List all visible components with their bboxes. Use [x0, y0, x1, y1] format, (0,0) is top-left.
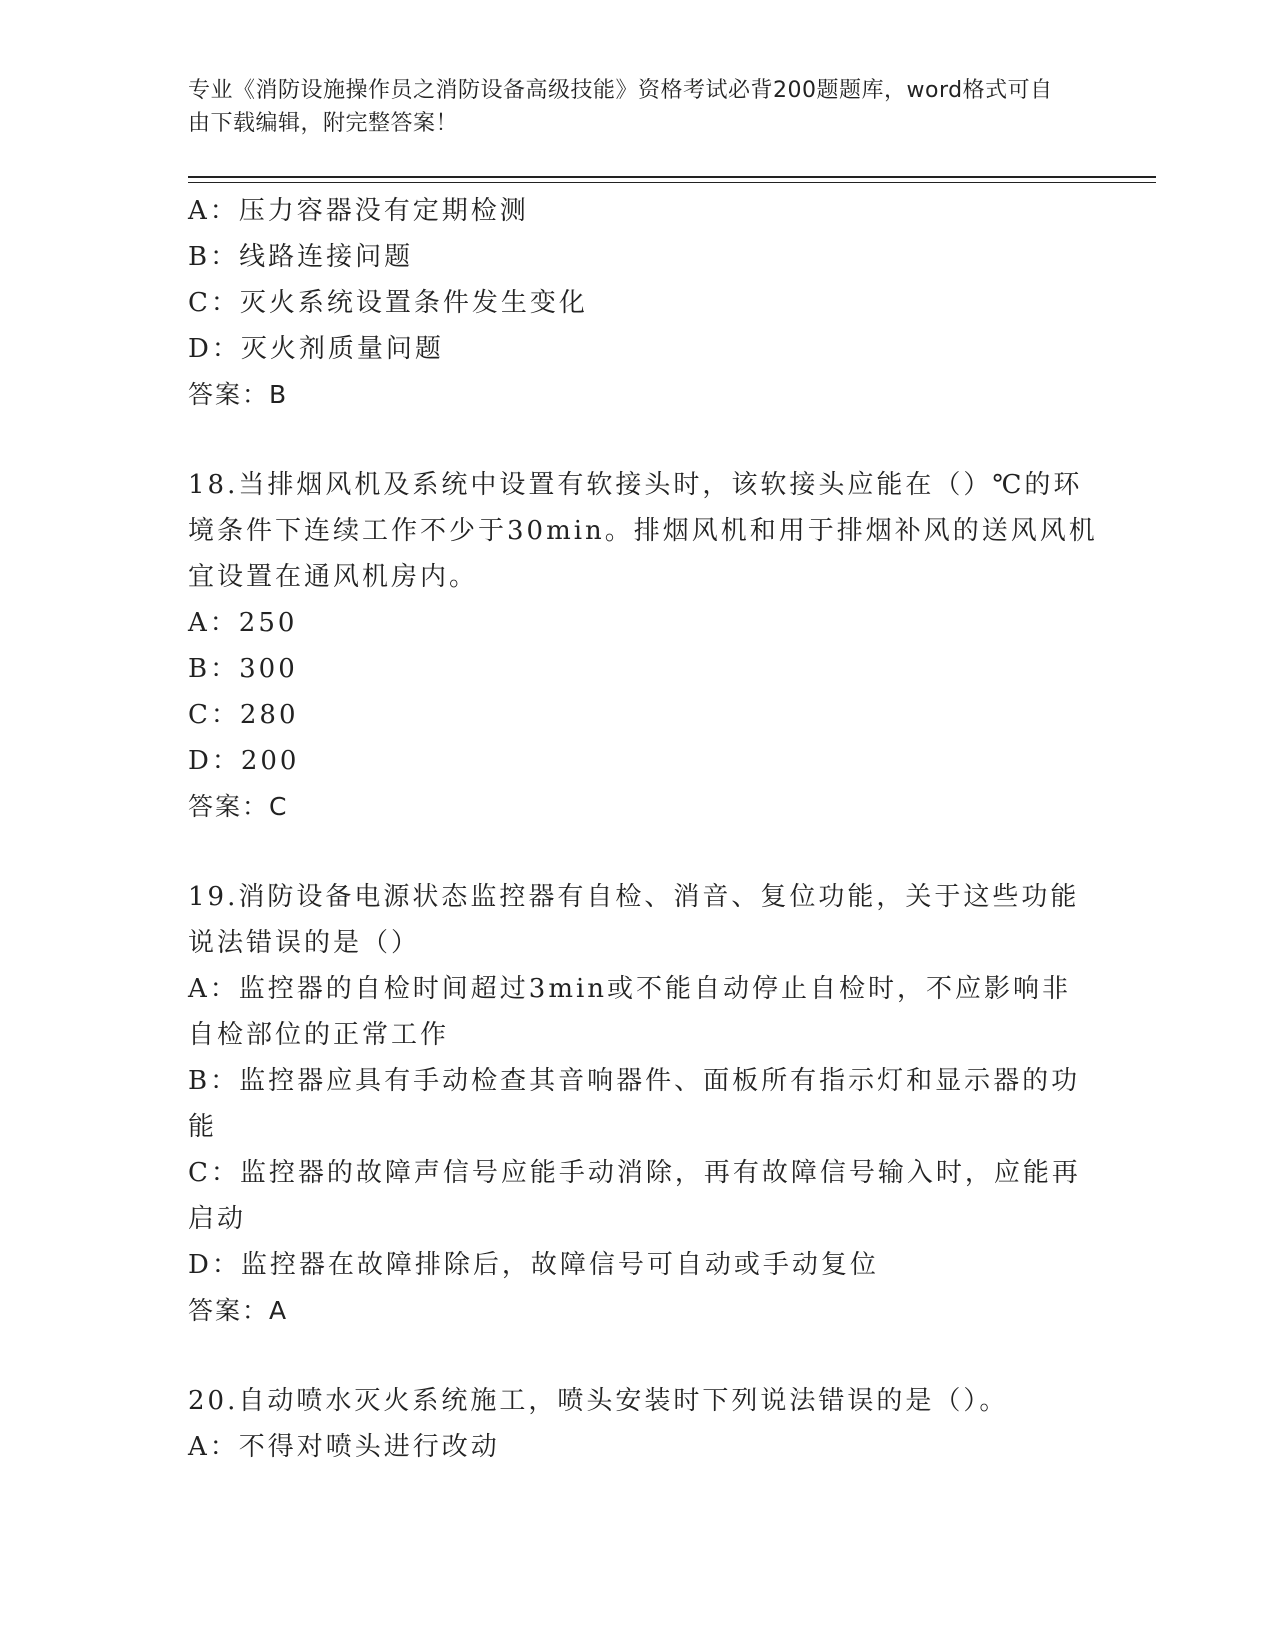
option-d: D：灭火剂质量问题 — [188, 334, 444, 364]
header-divider-thin — [188, 182, 1156, 183]
option-b: B：线路连接问题 — [188, 242, 414, 272]
option-c: C：监控器的故障声信号应能手动消除，再有故障信号输入时，应能再 — [188, 1158, 1081, 1188]
question-18 — [188, 462, 1098, 784]
option-c: C：280 — [188, 700, 299, 730]
option-a-continued: 自检部位的正常工作 — [188, 1020, 450, 1050]
option-a: A：250 — [188, 608, 298, 638]
option-b: B：监控器应具有手动检查其音响器件、面板所有指示灯和显示器的功 — [188, 1066, 1081, 1096]
option-a: A：监控器的自检时间超过3min或不能自动停止自检时，不应影响非 — [188, 974, 1072, 1004]
answer-17: 答案：B — [188, 380, 289, 409]
header-divider-thick — [188, 176, 1156, 178]
question-19 — [188, 874, 1081, 1288]
question-20 — [188, 1378, 1078, 1470]
answer-19: 答案：A — [188, 1296, 289, 1325]
option-a: A：压力容器没有定期检测 — [188, 196, 529, 226]
option-c: C：灭火系统设置条件发生变化 — [188, 288, 588, 318]
question-text-line: 境条件下连续工作不少于30min。排烟风机和用于排烟补风的送风风机 — [188, 516, 1098, 546]
option-c-continued: 启动 — [188, 1204, 247, 1234]
option-a: A：不得对喷头进行改动 — [188, 1432, 500, 1462]
question-text-line: 19.消防设备电源状态监控器有自检、消音、复位功能，关于这些功能 — [188, 882, 1080, 912]
question-text-line: 20.自动喷水灭火系统施工，喷头安装时下列说法错误的是（）。 — [188, 1386, 1009, 1416]
question-text-line: 18.当排烟风机及系统中设置有软接头时，该软接头应能在（）℃的环 — [188, 470, 1083, 500]
question-17-options — [188, 188, 1078, 372]
option-d: D：监控器在故障排除后，故障信号可自动或手动复位 — [188, 1250, 879, 1280]
option-b-continued: 能 — [188, 1112, 218, 1142]
question-content — [188, 188, 1098, 1470]
answer-18: 答案：C — [188, 792, 289, 821]
document-header: 专业《消防设施操作员之消防设备高级技能》资格考试必背200题题库，word格式可自由下载编辑，附完整答案！ — [188, 78, 1053, 136]
question-text-line: 宜设置在通风机房内。 — [188, 562, 479, 592]
option-d: D：200 — [188, 746, 300, 776]
option-b: B：300 — [188, 654, 298, 684]
question-text-line: 说法错误的是（） — [188, 928, 421, 958]
